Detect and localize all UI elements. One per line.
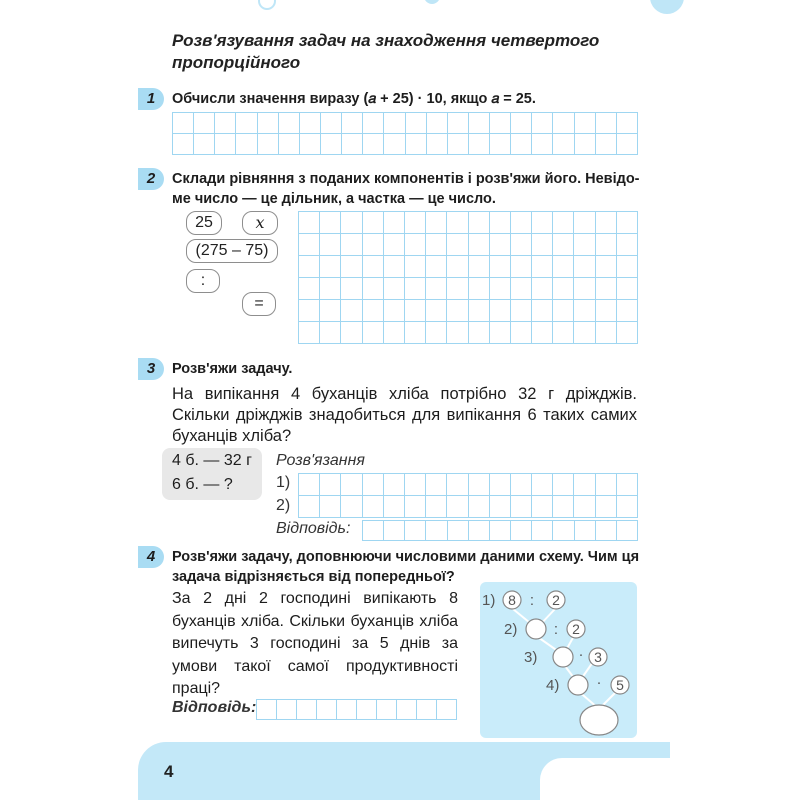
task-2-text-line-2: ме число — це дільник, а частка — це число. bbox=[172, 191, 496, 207]
grid-cell[interactable] bbox=[363, 256, 384, 278]
grid-cell[interactable] bbox=[405, 278, 426, 300]
grid-cell[interactable] bbox=[427, 134, 448, 155]
grid-cell[interactable] bbox=[299, 300, 320, 322]
title-line-2: пропорційного bbox=[172, 53, 301, 72]
grid-cell[interactable] bbox=[341, 474, 362, 496]
grid-cell[interactable] bbox=[490, 212, 511, 234]
grid-cell[interactable] bbox=[617, 212, 638, 234]
grid-cell[interactable] bbox=[511, 278, 532, 300]
solution-scheme bbox=[480, 582, 637, 738]
grid-cell[interactable] bbox=[384, 521, 405, 541]
answer-grid-task-2[interactable] bbox=[298, 211, 638, 344]
grid-cell[interactable] bbox=[511, 474, 532, 496]
grid-cell[interactable] bbox=[320, 234, 341, 256]
grid-cell[interactable] bbox=[397, 700, 417, 720]
grid-cell[interactable] bbox=[617, 322, 638, 344]
grid-cell[interactable] bbox=[511, 300, 532, 322]
token-divide[interactable]: : bbox=[186, 269, 220, 293]
grid-cell[interactable] bbox=[574, 496, 595, 518]
grid-cell[interactable] bbox=[405, 212, 426, 234]
page-title bbox=[172, 30, 642, 74]
grid-cell[interactable] bbox=[236, 113, 257, 134]
task-4-text bbox=[172, 547, 642, 587]
task-3-problem: На випікання 4 буханців хліба потрібно 32 г дріжджів. Скільки дріжджів знадобиться для випікання 6 таких самих буханців хліба? bbox=[172, 385, 637, 445]
grid-cell[interactable] bbox=[574, 300, 595, 322]
grid-cell[interactable] bbox=[553, 322, 574, 344]
step-2-label: 2) bbox=[276, 497, 291, 514]
grid-cell[interactable] bbox=[341, 278, 362, 300]
grid-cell[interactable] bbox=[617, 474, 638, 496]
grid-cell[interactable] bbox=[406, 113, 427, 134]
grid-cell[interactable] bbox=[490, 113, 511, 134]
grid-cell[interactable] bbox=[596, 521, 617, 541]
grid-cell[interactable] bbox=[384, 113, 405, 134]
grid-cell[interactable] bbox=[405, 300, 426, 322]
grid-cell[interactable] bbox=[511, 212, 532, 234]
scheme-node[interactable] bbox=[568, 675, 588, 695]
page-footer bbox=[138, 742, 670, 800]
grid-cell[interactable] bbox=[320, 300, 341, 322]
grid-cell[interactable] bbox=[363, 212, 384, 234]
grid-cell[interactable] bbox=[299, 234, 320, 256]
grid-cell[interactable] bbox=[357, 700, 377, 720]
grid-cell[interactable] bbox=[405, 322, 426, 344]
grid-cell[interactable] bbox=[469, 134, 490, 155]
grid-cell[interactable] bbox=[469, 300, 490, 322]
grid-cell[interactable] bbox=[574, 474, 595, 496]
grid-cell[interactable] bbox=[553, 234, 574, 256]
grid-cell[interactable] bbox=[553, 113, 574, 134]
grid-cell[interactable] bbox=[321, 113, 342, 134]
scheme-value-2: 2 bbox=[552, 592, 560, 608]
grid-cell[interactable] bbox=[194, 113, 215, 134]
solution-label: Розв'язання bbox=[276, 452, 365, 469]
grid-cell[interactable] bbox=[426, 234, 447, 256]
grid-cell[interactable] bbox=[173, 113, 194, 134]
grid-cell[interactable] bbox=[406, 134, 427, 155]
grid-cell[interactable] bbox=[532, 234, 553, 256]
grid-cell[interactable] bbox=[553, 521, 574, 541]
grid-cell[interactable] bbox=[320, 322, 341, 344]
grid-cell[interactable] bbox=[469, 234, 490, 256]
grid-cell[interactable] bbox=[279, 134, 300, 155]
grid-cell[interactable] bbox=[405, 234, 426, 256]
grid-cell[interactable] bbox=[447, 322, 468, 344]
grid-cell[interactable] bbox=[215, 113, 236, 134]
grid-cell[interactable] bbox=[236, 134, 257, 155]
grid-cell[interactable] bbox=[532, 474, 553, 496]
grid-cell[interactable] bbox=[257, 700, 277, 720]
grid-cell[interactable] bbox=[258, 113, 279, 134]
scheme-value-5: 5 bbox=[616, 677, 624, 693]
task-3-number: 3 bbox=[138, 358, 164, 380]
grid-cell[interactable] bbox=[447, 278, 468, 300]
grid-cell[interactable] bbox=[363, 278, 384, 300]
grid-cell[interactable] bbox=[215, 134, 236, 155]
grid-cell[interactable] bbox=[511, 113, 532, 134]
grid-cell[interactable] bbox=[596, 212, 617, 234]
grid-cell[interactable] bbox=[532, 256, 553, 278]
grid-cell[interactable] bbox=[617, 234, 638, 256]
scheme-node[interactable] bbox=[553, 647, 573, 667]
grid-cell[interactable] bbox=[384, 234, 405, 256]
grid-cell[interactable] bbox=[511, 521, 532, 541]
grid-cell[interactable] bbox=[342, 113, 363, 134]
grid-cell[interactable] bbox=[426, 496, 447, 518]
scheme-value-8: 8 bbox=[508, 592, 516, 608]
grid-cell[interactable] bbox=[337, 700, 357, 720]
scheme-op: : bbox=[529, 592, 535, 609]
grid-cell[interactable] bbox=[617, 113, 638, 134]
task-3-condition bbox=[162, 448, 262, 500]
grid-cell[interactable] bbox=[532, 300, 553, 322]
grid-cell[interactable] bbox=[574, 322, 595, 344]
grid-cell[interactable] bbox=[511, 134, 532, 155]
grid-cell[interactable] bbox=[532, 113, 553, 134]
grid-cell[interactable] bbox=[596, 113, 617, 134]
grid-cell[interactable] bbox=[617, 300, 638, 322]
grid-cell[interactable] bbox=[447, 496, 468, 518]
grid-cell[interactable] bbox=[447, 212, 468, 234]
grid-cell[interactable] bbox=[363, 113, 384, 134]
grid-cell[interactable] bbox=[299, 322, 320, 344]
grid-cell[interactable] bbox=[447, 300, 468, 322]
scheme-op: · bbox=[578, 646, 584, 663]
grid-cell[interactable] bbox=[279, 113, 300, 134]
answer-line-task-4[interactable] bbox=[256, 699, 457, 720]
task-4-number: 4 bbox=[138, 546, 164, 568]
grid-cell[interactable] bbox=[447, 234, 468, 256]
scheme-result-node[interactable] bbox=[580, 705, 618, 735]
grid-cell[interactable] bbox=[320, 474, 341, 496]
grid-cell[interactable] bbox=[490, 278, 511, 300]
grid-cell[interactable] bbox=[490, 300, 511, 322]
task-4-problem: За 2 дні 2 господині випікають 8 буханців хліба. Скільки буханців хліба випечуть 3 господині за 5 днів за умови такої самої продуктивності праці? bbox=[172, 590, 458, 697]
grid-cell[interactable] bbox=[405, 474, 426, 496]
condition-line-2: 6 б. — ? bbox=[172, 476, 233, 493]
grid-cell[interactable] bbox=[574, 256, 595, 278]
grid-cell[interactable] bbox=[574, 278, 595, 300]
grid-cell[interactable] bbox=[277, 700, 297, 720]
grid-cell[interactable] bbox=[341, 300, 362, 322]
grid-cell[interactable] bbox=[447, 256, 468, 278]
grid-cell[interactable] bbox=[320, 278, 341, 300]
grid-cell[interactable] bbox=[469, 278, 490, 300]
grid-cell[interactable] bbox=[363, 521, 384, 541]
scheme-step-4: 4) bbox=[546, 677, 560, 694]
grid-cell[interactable] bbox=[448, 113, 469, 134]
grid-cell[interactable] bbox=[490, 234, 511, 256]
grid-cell[interactable] bbox=[258, 134, 279, 155]
grid-cell[interactable] bbox=[575, 113, 596, 134]
grid-cell[interactable] bbox=[320, 496, 341, 518]
scheme-node[interactable] bbox=[526, 619, 546, 639]
grid-cell[interactable] bbox=[194, 134, 215, 155]
grid-cell[interactable] bbox=[532, 496, 553, 518]
grid-cell[interactable] bbox=[377, 700, 397, 720]
task-2-number: 2 bbox=[138, 168, 164, 190]
grid-cell[interactable] bbox=[299, 256, 320, 278]
grid-cell[interactable] bbox=[511, 234, 532, 256]
grid-cell[interactable] bbox=[341, 322, 362, 344]
grid-cell[interactable] bbox=[426, 212, 447, 234]
grid-cell[interactable] bbox=[384, 496, 405, 518]
grid-cell[interactable] bbox=[320, 256, 341, 278]
grid-cell[interactable] bbox=[511, 322, 532, 344]
grid-cell[interactable] bbox=[532, 212, 553, 234]
grid-cell[interactable] bbox=[426, 521, 447, 541]
grid-cell[interactable] bbox=[427, 113, 448, 134]
grid-cell[interactable] bbox=[426, 300, 447, 322]
grid-cell[interactable] bbox=[469, 496, 490, 518]
grid-cell[interactable] bbox=[553, 300, 574, 322]
grid-cell[interactable] bbox=[553, 256, 574, 278]
grid-cell[interactable] bbox=[384, 322, 405, 344]
scheme-step-3: 3) bbox=[524, 649, 538, 666]
grid-cell[interactable] bbox=[363, 300, 384, 322]
grid-cell[interactable] bbox=[384, 278, 405, 300]
grid-cell[interactable] bbox=[532, 322, 553, 344]
grid-cell[interactable] bbox=[511, 256, 532, 278]
task-4-text-line-2: задача відрізняється від попередньої? bbox=[172, 569, 455, 585]
scheme-value-3: 3 bbox=[594, 649, 602, 665]
grid-cell[interactable] bbox=[384, 212, 405, 234]
page-number: 4 bbox=[164, 762, 174, 781]
grid-cell[interactable] bbox=[384, 134, 405, 155]
grid-cell[interactable] bbox=[173, 134, 194, 155]
grid-cell[interactable] bbox=[617, 496, 638, 518]
grid-cell[interactable] bbox=[617, 278, 638, 300]
grid-cell[interactable] bbox=[596, 256, 617, 278]
grid-cell[interactable] bbox=[384, 300, 405, 322]
token-expression[interactable]: (275 – 75) bbox=[186, 239, 278, 263]
condition-line-1: 4 б. — 32 г bbox=[172, 452, 252, 469]
task-2-text bbox=[172, 169, 642, 209]
grid-cell[interactable] bbox=[553, 134, 574, 155]
grid-cell[interactable] bbox=[299, 496, 320, 518]
scheme-op: · bbox=[596, 674, 602, 691]
grid-cell[interactable] bbox=[300, 113, 321, 134]
scheme-op: : bbox=[553, 621, 559, 638]
answer-label-task-4: Відповідь: bbox=[172, 699, 257, 716]
grid-cell[interactable] bbox=[596, 300, 617, 322]
grid-cell[interactable] bbox=[574, 234, 595, 256]
grid-cell[interactable] bbox=[300, 134, 321, 155]
grid-cell[interactable] bbox=[426, 322, 447, 344]
grid-cell[interactable] bbox=[341, 496, 362, 518]
task-4-text-line-1: Розв'яжи задачу, доповнюючи числовими даними схему. Чим ця bbox=[172, 549, 640, 565]
task-1-number: 1 bbox=[138, 88, 164, 110]
grid-cell[interactable] bbox=[490, 256, 511, 278]
grid-cell[interactable] bbox=[426, 256, 447, 278]
grid-cell[interactable] bbox=[363, 322, 384, 344]
grid-cell[interactable] bbox=[532, 521, 553, 541]
grid-cell[interactable] bbox=[426, 278, 447, 300]
grid-cell[interactable] bbox=[469, 474, 490, 496]
grid-cell[interactable] bbox=[553, 212, 574, 234]
grid-cell[interactable] bbox=[405, 521, 426, 541]
grid-cell[interactable] bbox=[297, 700, 317, 720]
grid-cell[interactable] bbox=[447, 474, 468, 496]
grid-cell[interactable] bbox=[574, 212, 595, 234]
grid-cell[interactable] bbox=[596, 234, 617, 256]
grid-cell[interactable] bbox=[448, 134, 469, 155]
title-line-1: Розв'язування задач на знаходження четвертого bbox=[172, 31, 600, 50]
answer-grid-task-1[interactable] bbox=[172, 112, 638, 155]
grid-cell[interactable] bbox=[417, 700, 437, 720]
grid-cell[interactable] bbox=[617, 256, 638, 278]
token-25[interactable]: 25 bbox=[186, 211, 222, 235]
grid-cell[interactable] bbox=[575, 134, 596, 155]
step-1-label: 1) bbox=[276, 474, 291, 491]
grid-cell[interactable] bbox=[341, 234, 362, 256]
grid-cell[interactable] bbox=[405, 496, 426, 518]
grid-cell[interactable] bbox=[617, 521, 638, 541]
grid-cell[interactable] bbox=[405, 256, 426, 278]
answer-line-task-3[interactable] bbox=[362, 520, 638, 541]
task-3-text: Розв'яжи задачу. bbox=[172, 361, 293, 377]
grid-cell[interactable] bbox=[490, 521, 511, 541]
scheme-step-2: 2) bbox=[504, 621, 518, 638]
grid-cell[interactable] bbox=[469, 521, 490, 541]
grid-cell[interactable] bbox=[448, 521, 469, 541]
scheme-diagram bbox=[480, 582, 637, 738]
grid-cell[interactable] bbox=[384, 256, 405, 278]
grid-cell[interactable] bbox=[469, 212, 490, 234]
grid-cell[interactable] bbox=[596, 322, 617, 344]
grid-cell[interactable] bbox=[596, 278, 617, 300]
footer-cutout bbox=[540, 758, 680, 808]
grid-cell[interactable] bbox=[553, 278, 574, 300]
grid-cell[interactable] bbox=[384, 474, 405, 496]
task-2-text-line-1: Склади рівняння з поданих компонентів і розв'яжи його. Невідо- bbox=[172, 171, 640, 187]
grid-cell[interactable] bbox=[299, 474, 320, 496]
grid-cell[interactable] bbox=[321, 134, 342, 155]
grid-cell[interactable] bbox=[532, 278, 553, 300]
grid-cell[interactable] bbox=[490, 474, 511, 496]
grid-cell[interactable] bbox=[341, 212, 362, 234]
task-1-text: Обчисли значення виразу (𝑎 + 25) · 10, якщо 𝑎 = 25. bbox=[172, 91, 536, 107]
grid-cell[interactable] bbox=[553, 474, 574, 496]
grid-cell[interactable] bbox=[317, 700, 337, 720]
grid-cell[interactable] bbox=[490, 134, 511, 155]
answer-grid-task-3[interactable] bbox=[298, 473, 638, 518]
grid-cell[interactable] bbox=[553, 496, 574, 518]
grid-cell[interactable] bbox=[596, 496, 617, 518]
grid-cell[interactable] bbox=[469, 256, 490, 278]
grid-cell[interactable] bbox=[617, 134, 638, 155]
grid-cell[interactable] bbox=[342, 134, 363, 155]
grid-cell[interactable] bbox=[363, 474, 384, 496]
answer-label-task-3: Відповідь: bbox=[276, 520, 351, 537]
grid-cell[interactable] bbox=[469, 113, 490, 134]
token-equals[interactable]: = bbox=[242, 292, 276, 316]
grid-cell[interactable] bbox=[363, 134, 384, 155]
grid-cell[interactable] bbox=[596, 134, 617, 155]
grid-cell[interactable] bbox=[363, 234, 384, 256]
grid-cell[interactable] bbox=[575, 521, 596, 541]
grid-cell[interactable] bbox=[299, 278, 320, 300]
token-x[interactable]: 𝑥 bbox=[242, 211, 278, 235]
grid-cell[interactable] bbox=[341, 256, 362, 278]
page-margin bbox=[0, 0, 130, 800]
grid-cell[interactable] bbox=[363, 496, 384, 518]
grid-cell[interactable] bbox=[437, 700, 457, 720]
grid-cell[interactable] bbox=[490, 496, 511, 518]
grid-cell[interactable] bbox=[532, 134, 553, 155]
grid-cell[interactable] bbox=[426, 474, 447, 496]
grid-cell[interactable] bbox=[469, 322, 490, 344]
grid-cell[interactable] bbox=[511, 496, 532, 518]
grid-cell[interactable] bbox=[596, 474, 617, 496]
scheme-step-1: 1) bbox=[482, 592, 496, 609]
scheme-value-2: 2 bbox=[572, 621, 580, 637]
grid-cell[interactable] bbox=[490, 322, 511, 344]
grid-cell[interactable] bbox=[320, 212, 341, 234]
grid-cell[interactable] bbox=[299, 212, 320, 234]
